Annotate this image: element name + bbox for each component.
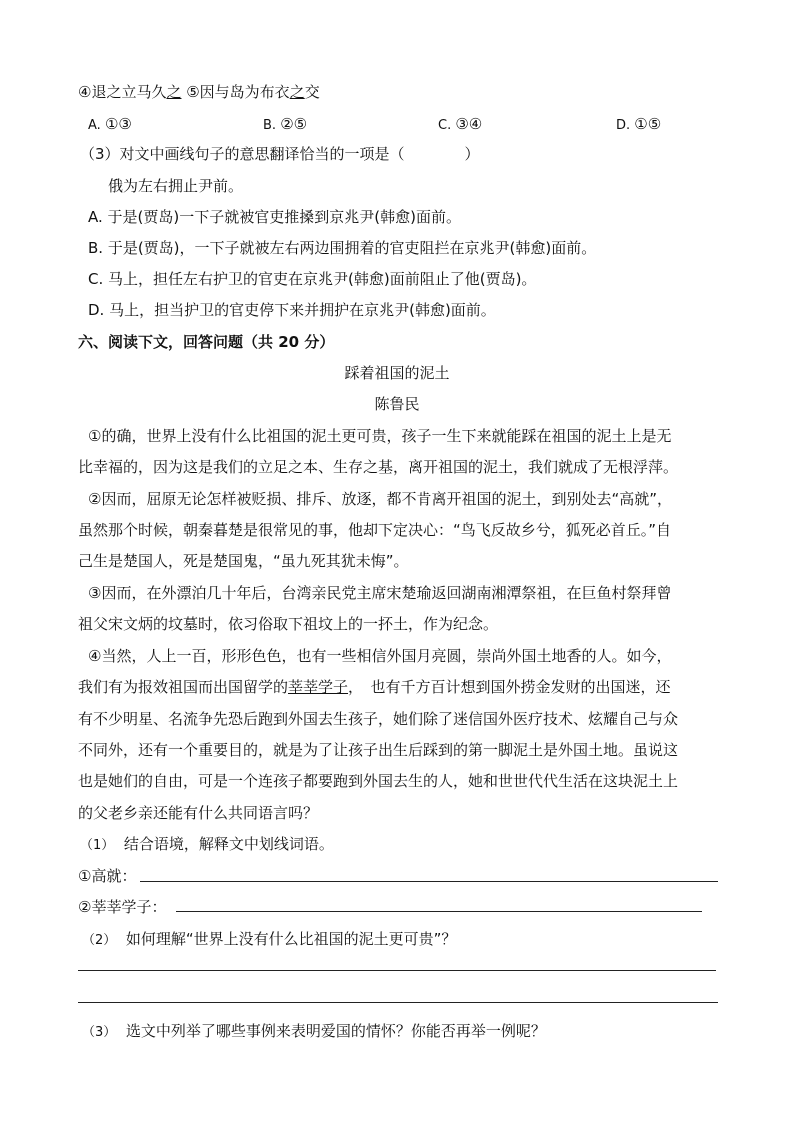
- question-line-4-5: [78, 82, 320, 102]
- paragraph-line: 也是她们的自由，可是一个连孩子都要跑到外国去生的人，她和世世代代生活在这块泥土上: [78, 772, 679, 790]
- paragraph-line: 有不少明星、名流争先恐后跑到外国去生孩子，她们除了迷信国外医疗技术、炫耀自己与众: [78, 710, 679, 728]
- question-3: （3） 选文中列举了哪些事例来表明爱国的情怀？你能否再举一例呢？: [82, 1022, 546, 1040]
- article-title: 踩着祖国的泥土: [344, 364, 450, 382]
- paragraph-line: ④当然，人上一百，形形色色，也有一些相信外国月亮圆，崇尚外国土地香的人。如今，: [88, 647, 672, 665]
- article-author: 陈鲁民: [374, 395, 420, 413]
- choice-d: D. 马上，担当护卫的官吏停下来并拥护在京兆尹(韩愈)面前。: [88, 301, 496, 319]
- option-b: B. ②⑤: [263, 115, 308, 133]
- option-d: D. ①⑤: [616, 115, 662, 133]
- question-1: （1） 结合语境，解释文中划线词语。: [80, 835, 334, 853]
- choice-a: A. 于是(贾岛)一下子就被官吏推搡到京兆尹(韩愈)面前。: [88, 208, 461, 226]
- paragraph-line: 的父老乡亲还能有什么共同语言吗？: [78, 804, 319, 822]
- paragraph-line: ①的确，世界上没有什么比祖国的泥土更可贵，孩子一生下来就能踩在祖国的泥土上是无: [88, 427, 672, 445]
- paragraph-line: 不同外，还有一个重要目的，就是为了让孩子出生后踩到的第一脚泥土是外国土地。虽说这: [78, 741, 679, 759]
- option-a: A. ①③: [88, 115, 132, 133]
- underlined-word: 之: [166, 83, 182, 101]
- option-c: C. ③④: [438, 115, 483, 133]
- paragraph-line: ②因而，屈原无论怎样被贬损、排斥、放逐，都不肯离开祖国的泥土，到别处去“高就”，: [88, 490, 672, 508]
- answer-line[interactable]: [176, 911, 702, 912]
- question-1b-label: ②莘莘学子：: [78, 898, 167, 916]
- choice-c: C. 马上，担任左右护卫的官吏在京兆尹(韩愈)面前阻止了他(贾岛)。: [88, 270, 537, 288]
- text: ， 也有千方百计想到国外捞金发财的出国迷，还: [348, 678, 671, 696]
- text: 交: [304, 83, 320, 101]
- section-heading: 六、阅读下文，回答问题（共 20 分）: [78, 333, 335, 351]
- text: ⑤因与岛为布衣: [181, 83, 290, 101]
- answer-line[interactable]: [78, 1002, 718, 1003]
- question-1a-label: ①高就：: [78, 867, 137, 885]
- paragraph-line: ③因而，在外漂泊几十年后，台湾亲民党主席宋楚瑜返回湖南湘潭祭祖，在巨鱼村祭拜曾: [88, 584, 672, 602]
- paragraph-line: 祖父宋文炳的坟墓时，依习俗取下祖坟上的一抔土，作为纪念。: [78, 615, 499, 633]
- paragraph-line: 虽然那个时候，朝秦暮楚是很常见的事，他却下定决心：“鸟飞反故乡兮，狐死必首丘。”自: [78, 521, 672, 539]
- paragraph-line: [78, 677, 671, 697]
- paragraph-line: 己生是楚国人，死是楚国鬼，“虽九死其犹未悔”。: [78, 552, 409, 570]
- paragraph-line: 比幸福的，因为这是我们的立足之本、生存之基，离开祖国的泥土，我们就成了无根浮萍。: [78, 458, 679, 476]
- answer-line[interactable]: [140, 881, 718, 882]
- question-2: （2） 如何理解“世界上没有什么比祖国的泥土更可贵”？: [82, 930, 457, 948]
- question-3-stem: （3）对文中画线句子的意思翻译恰当的一项是（ ）: [80, 145, 480, 163]
- answer-line[interactable]: [78, 970, 716, 971]
- quoted-sentence: 俄为左右拥止尹前。: [108, 177, 244, 195]
- text: ④退之立马久: [78, 83, 167, 101]
- underlined-word: 莘莘学子: [288, 678, 349, 696]
- underlined-word: 之: [289, 83, 305, 101]
- text: 我们有为报效祖国而出国留学的: [78, 678, 289, 696]
- choice-b: B. 于是(贾岛)，一下子就被左右两边围拥着的官吏阻拦在京兆尹(韩愈)面前。: [88, 239, 597, 257]
